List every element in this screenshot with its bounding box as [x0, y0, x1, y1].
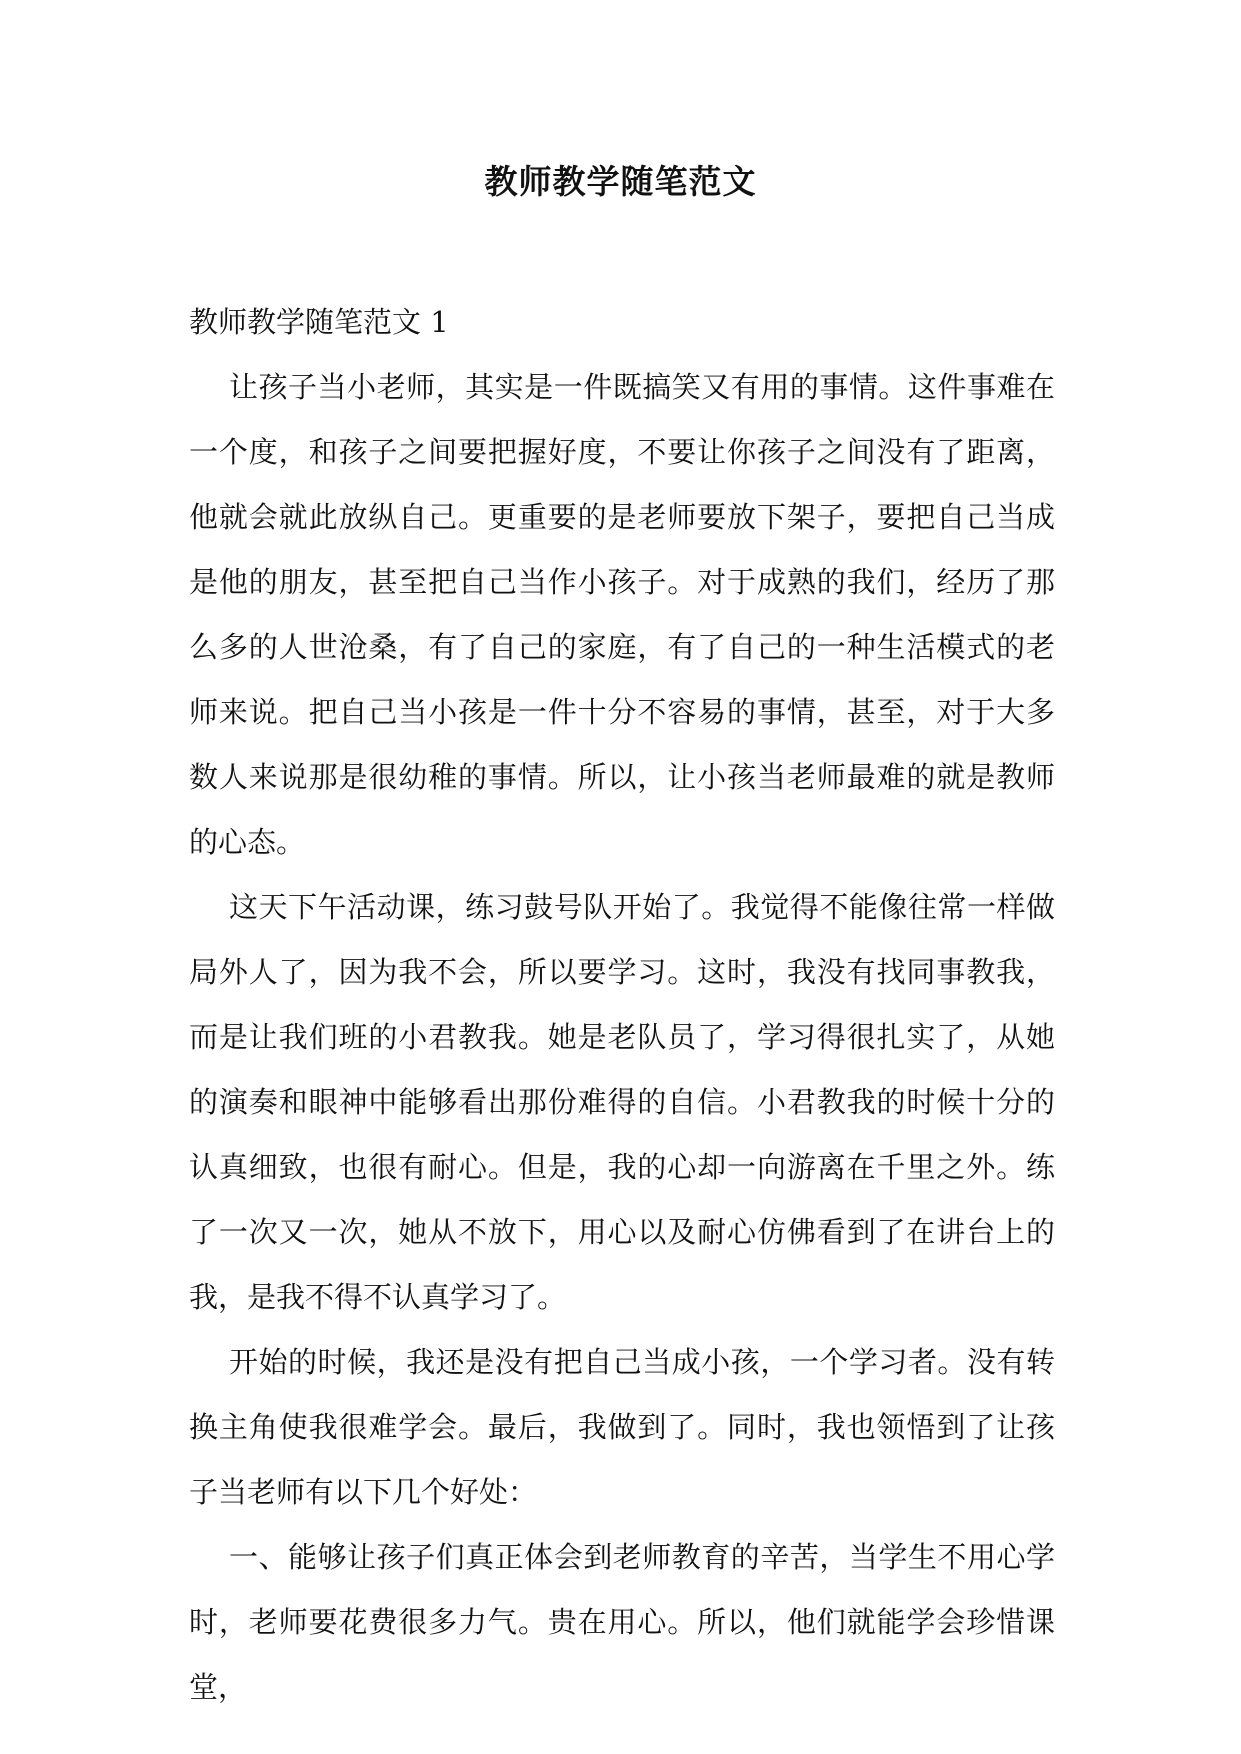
paragraph: 这天下午活动课，练习鼓号队开始了。我觉得不能像往常一样做局外人了，因为我不会，所以要学习。这时，我没有找同事教我，而是让我们班的小君教我。她是老队员了，学习得很扎实了，从她的演奏和眼神中能够看出那份难得的自信。小君教我的时候十分的认真细致，也很有耐心。但是，我的心却一向游离在千里之外。练了一次又一次，她从不放下，用心以及耐心仿佛看到了在讲台上的我，是我不得不认真学习了。 — [189, 890, 1055, 1314]
document-body — [189, 290, 1055, 1720]
paragraph: 让孩子当小老师，其实是一件既搞笑又有用的事情。这件事难在一个度，和孩子之间要把握好度，不要让你孩子之间没有了距离，他就会就此放纵自己。更重要的是老师要放下架子，要把自己当成是他的朋友，甚至把自己当作小孩子。对于成熟的我们，经历了那么多的人世沧桑，有了自己的家庭，有了自己的一种生活模式的老师来说。把自己当小孩是一件十分不容易的事情，甚至，对于大多数人来说那是很幼稚的事情。所以，让小孩当老师最难的就是教师的心态。 — [189, 370, 1055, 859]
paragraph: 开始的时候，我还是没有把自己当成小孩，一个学习者。没有转换主角使我很难学会。最后，我做到了。同时，我也领悟到了让孩子当老师有以下几个好处： — [189, 1345, 1055, 1509]
section-heading: 教师教学随笔范文 1 — [189, 305, 449, 339]
document-title: 教师教学随笔范文 — [484, 162, 757, 201]
paragraph: 一、能够让孩子们真正体会到老师教育的辛苦，当学生不用心学时，老师要花费很多力气。贵在用心。所以，他们就能学会珍惜课堂， — [189, 1540, 1055, 1704]
